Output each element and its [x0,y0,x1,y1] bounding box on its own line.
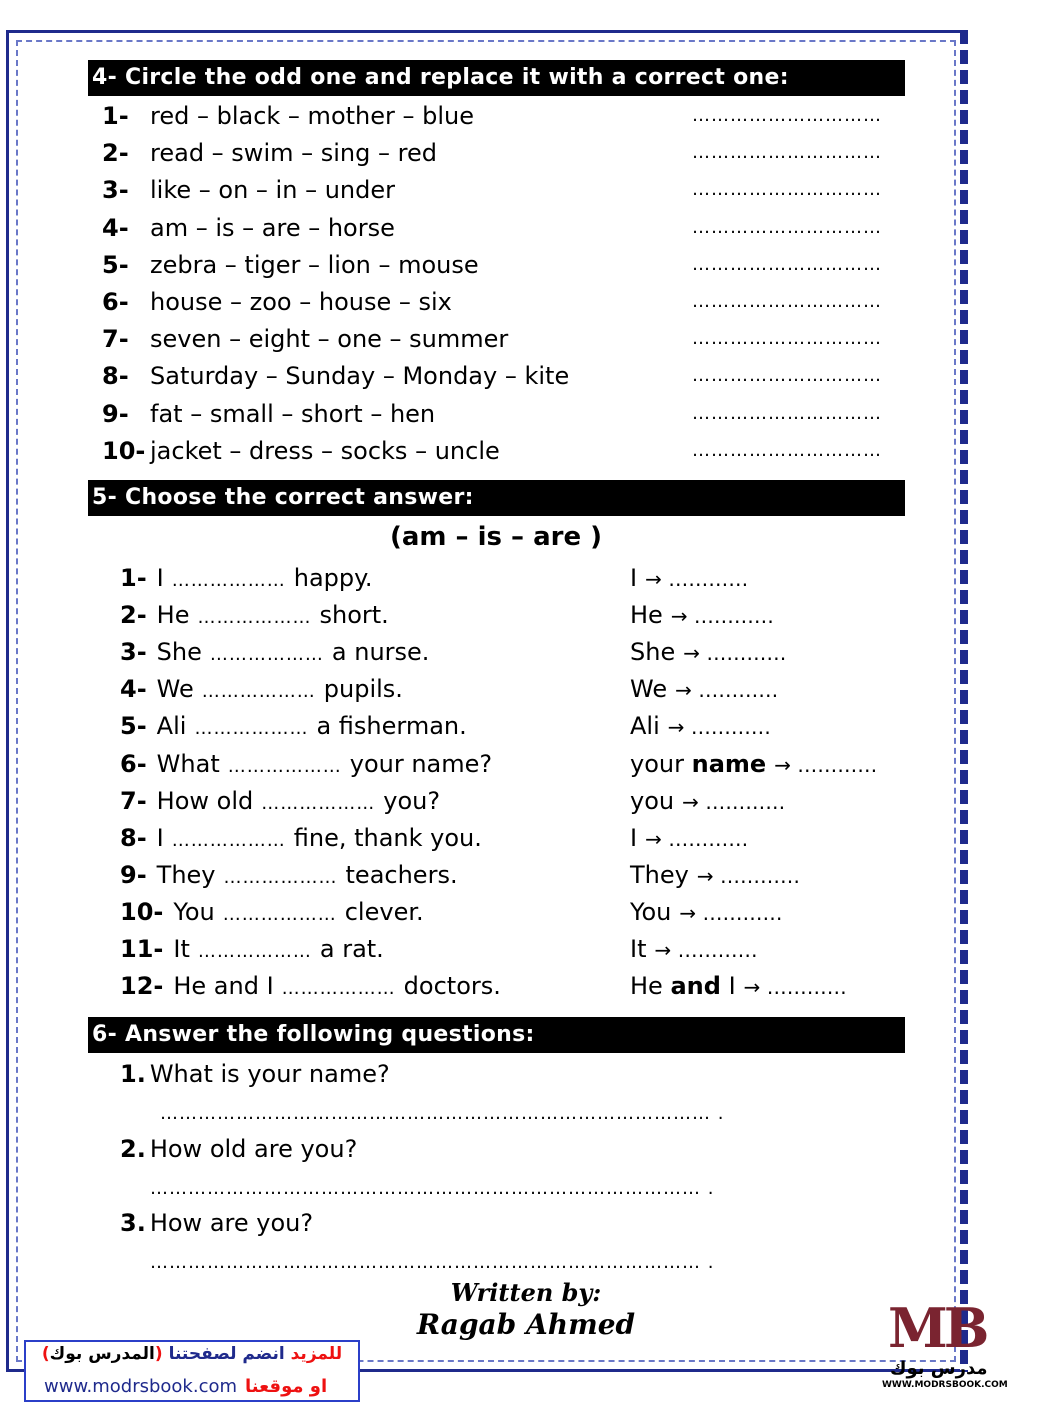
choose-item [120,561,373,595]
sentence-end: doctors. [403,972,501,1001]
hint-item [630,932,758,966]
item-words: read – swim – sing – red [150,139,437,168]
promo-join: انضم لصفحتنا [168,1344,285,1364]
hint-subject: You [630,897,672,926]
item-words: jacket – dress – socks – uncle [150,436,500,465]
hint-bold-word: and [670,972,721,1001]
fill-blank: ……………… [223,866,338,888]
item-number: 8- [102,362,129,391]
promo-url-line [44,1376,327,1397]
item-number: 3. [120,1209,146,1237]
hint-blank: → ………… [667,715,771,740]
hint-subject: We [630,675,668,704]
hint-subject: She [630,638,676,667]
item-number: 1. [120,1060,146,1088]
logo-letters: MB [888,1296,986,1360]
hint-blank: → ………… [774,752,878,777]
hint-subject: Ali [630,712,660,741]
choose-item [120,821,482,855]
written-by: Written by: [450,1278,602,1307]
sentence-start: She [156,638,202,667]
sentence-start: We [156,675,194,704]
item-number: 10- [120,897,164,926]
item-number: 3- [120,638,147,667]
item-words: seven – eight – one – summer [150,325,509,354]
odd-one-item [102,434,500,468]
choose-item [120,895,424,929]
item-number: 4- [102,213,129,242]
sentence-start: What [156,749,220,778]
hint-blank: → ………… [679,900,783,925]
item-number: 2. [120,1134,146,1163]
hint-item [630,672,778,706]
answer-blank: ………………………… [692,253,882,275]
answer-line: …………………………………………………………………………… . [150,1177,715,1199]
choose-item [120,858,458,892]
hint-item [630,635,786,669]
sentence-start: You [173,897,215,926]
hint-blank: → ………… [696,863,800,888]
sentence-end: teachers. [345,860,458,889]
promo-paren-open: ( [154,1344,163,1364]
item-number: 11- [120,935,164,963]
hint-item [630,598,774,632]
answer-blank: ………………………… [692,402,882,424]
sentence-start: He and I [173,972,274,1001]
hint-item [630,821,748,855]
hint-blank: → ………… [645,567,749,591]
promo-or-site: او موقعنا [245,1376,328,1397]
logo-url: WWW.MODRSBOOK.COM [882,1380,1008,1390]
sentence-start: They [156,860,216,889]
promo-url[interactable]: www.modrsbook.com [44,1376,238,1397]
question-text: How old are you? [149,1134,358,1163]
fill-blank: ……………… [171,829,286,851]
promo-more: للمزيد [290,1344,343,1364]
answer-blank: ………………………… [692,179,882,201]
choose-item [120,784,440,818]
sentence-end: you? [383,786,441,815]
hint-item [630,709,771,743]
page-side-border [960,30,968,1372]
item-number: 8- [120,823,147,852]
fill-blank: ……………… [197,941,312,962]
choose-item [120,672,403,706]
item-number: 2- [102,139,129,168]
hint-item [630,561,748,595]
hint-tail: I [728,972,736,1001]
section5-title: 5- Choose the correct answer: [88,480,905,516]
hint-subject: I [630,823,638,852]
answer-blank: ………………………… [692,328,882,350]
hint-blank: → ………… [743,975,847,1000]
sentence-start: It [173,935,190,963]
odd-one-item [102,397,435,431]
item-words: house – zoo – house – six [150,288,452,316]
item-number: 1- [102,102,129,130]
hint-subject: They [630,860,689,889]
hint-item [630,784,785,818]
item-number: 3- [102,176,129,205]
fill-blank: ……………… [222,903,337,925]
item-words: fat – small – short – hen [150,399,436,428]
fill-blank: ……………… [201,681,316,703]
promo-paren-close: ) [41,1344,50,1364]
sentence-end: a nurse. [331,638,430,667]
fill-blank: ……………… [227,755,342,777]
item-number: 6- [120,749,147,778]
odd-one-item [102,173,395,207]
item-words: Saturday – Sunday – Monday – kite [150,362,570,391]
choose-item [120,932,384,966]
hint-blank: → ………… [683,641,787,666]
item-words: like – on – in – under [150,176,395,205]
logo-arabic: مدرس بوك [890,1358,988,1379]
fill-blank: ……………… [194,718,309,740]
answer-blank: ………………………… [692,439,882,461]
item-number: 2- [120,601,147,630]
fill-blank: ……………… [281,978,396,1000]
odd-one-item [102,99,474,133]
item-number: 7- [102,325,129,354]
question-item [120,1057,390,1091]
promo-badge[interactable] [24,1340,360,1402]
odd-one-item [102,322,508,356]
odd-one-item [102,285,452,319]
promo-arabic [26,1344,358,1364]
sentence-start: I [156,564,164,592]
item-number: 1- [120,564,147,592]
item-number: 5- [120,712,147,741]
hint-subject: I [630,564,638,592]
answer-blank: ………………………… [692,105,882,126]
item-number: 7- [120,786,147,815]
question-item [120,1132,357,1166]
item-number: 6- [102,288,129,316]
item-words: zebra – tiger – lion – mouse [150,250,479,279]
item-words: red – black – mother – blue [150,102,475,130]
fill-blank: ……………… [261,792,376,814]
question-text: How are you? [149,1209,314,1237]
hint-item [630,895,783,929]
sentence-start: He [156,601,190,630]
fill-blank: ……………… [209,644,324,666]
answer-line: …………………………………………………………………………… . [160,1103,725,1124]
item-number: 4- [120,675,147,704]
sentence-start: Ali [156,712,187,741]
odd-one-item [102,211,395,245]
answer-blank: ………………………… [692,365,882,387]
sentence-start: I [156,823,164,852]
hint-blank: → ………… [675,678,779,703]
hint-blank: → ………… [645,826,749,851]
answer-blank: ………………………… [692,216,882,238]
hint-blank: → ………… [670,604,774,629]
odd-one-item [102,136,437,170]
answer-blank: ………………………… [692,291,882,312]
hint-subject: He [630,601,663,630]
choose-item [120,969,501,1003]
question-item [120,1206,313,1240]
fill-blank: ……………… [197,607,312,629]
item-number: 12- [120,972,164,1001]
item-number: 9- [120,860,147,889]
item-number: 5- [102,250,129,279]
sentence-end: short. [319,601,389,630]
sentence-end: your name? [349,749,493,778]
hint-item [630,969,847,1003]
sentence-start: How old [156,786,254,815]
sentence-end: a rat. [319,935,384,963]
odd-one-item [102,248,479,282]
question-text: What is your name? [149,1060,390,1088]
sentence-end: pupils. [323,675,403,704]
item-words: am – is – are – horse [150,213,395,242]
author-name: Ragab Ahmed [416,1308,636,1341]
hint-blank: → ………… [654,938,758,962]
hint-subject: He [630,972,663,1001]
item-number: 10- [102,436,146,465]
section6-title: 6- Answer the following questions: [88,1017,905,1053]
choose-item [120,709,467,743]
hint-subject: It [630,935,647,963]
item-number: 9- [102,399,129,428]
hint-bold-word: name [691,749,767,778]
section5-options: (am – is – are ) [389,522,603,552]
hint-blank: → ………… [682,789,786,814]
choose-item [120,635,429,669]
sentence-end: fine, thank you. [293,823,482,852]
hint-item [630,747,877,781]
answer-blank: ………………………… [692,142,882,164]
choose-item [120,598,389,632]
sentence-end: clever. [344,897,424,926]
hint-item [630,858,800,892]
hint-subject: you [630,786,675,815]
choose-item [120,747,492,781]
odd-one-item [102,359,569,393]
section4-title: 4- Circle the odd one and replace it with a correct one: [88,60,905,96]
answer-line: …………………………………………………………………………… . [150,1252,715,1273]
hint-subject: your [630,749,684,778]
fill-blank: ……………… [171,570,286,591]
modrsbook-logo [880,1292,1008,1392]
sentence-end: a fisherman. [316,712,467,741]
promo-page-name: المدرس بوك [49,1344,155,1364]
sentence-end: happy. [293,564,373,592]
